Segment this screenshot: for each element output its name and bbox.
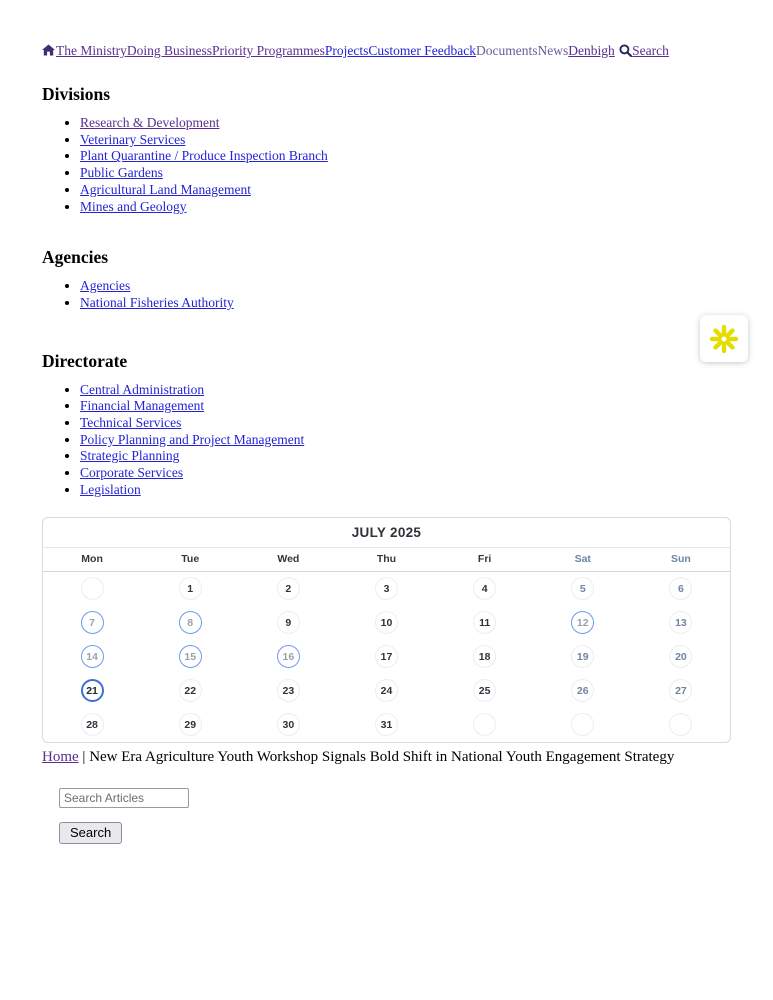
- section-link-list: [42, 115, 731, 215]
- list-link[interactable]: Technical Services: [80, 415, 182, 431]
- section-heading: Directorate: [42, 350, 128, 371]
- calendar-cell: [337, 606, 435, 640]
- calendar-day[interactable]: 25: [473, 679, 496, 702]
- calendar-day[interactable]: 13: [669, 611, 692, 634]
- list-item: [80, 148, 731, 165]
- section-heading: Divisions: [42, 84, 111, 104]
- calendar-day[interactable]: 1: [179, 577, 202, 600]
- section-link-list: [42, 278, 731, 311]
- calendar-cell: [436, 708, 534, 742]
- calendar-cell: [436, 606, 534, 640]
- calendar-cell: [534, 674, 632, 708]
- list-item: [80, 432, 731, 449]
- search-articles-button[interactable]: Search: [59, 822, 122, 844]
- calendar-cell: [141, 708, 239, 742]
- calendar-cell: [632, 606, 730, 640]
- list-item: [80, 382, 731, 399]
- calendar-weekday-label: Fri: [477, 552, 492, 565]
- calendar-day[interactable]: 22: [179, 679, 202, 702]
- calendar-day[interactable]: 8: [179, 611, 202, 634]
- list-link[interactable]: Public Gardens: [80, 165, 163, 181]
- calendar-day[interactable]: 26: [571, 679, 594, 702]
- list-link[interactable]: Research & Development: [80, 115, 220, 130]
- search-articles-input[interactable]: [59, 788, 189, 808]
- nav-link[interactable]: Documents: [476, 43, 538, 58]
- nav-link[interactable]: Projects: [324, 43, 369, 58]
- list-link[interactable]: Corporate Services: [80, 465, 184, 481]
- calendar-cell: [43, 674, 141, 708]
- calendar-cell: [239, 674, 337, 708]
- accessibility-widget-button[interactable]: [700, 315, 748, 362]
- calendar-cell: [436, 674, 534, 708]
- calendar-cell: [534, 708, 632, 742]
- article-search-form: [59, 788, 731, 844]
- section-link-list: [42, 382, 731, 499]
- calendar-weekday-label: Wed: [277, 552, 300, 565]
- calendar-cell: [534, 640, 632, 674]
- calendar-weekday-label: Tue: [181, 552, 200, 565]
- breadcrumb-separator: |: [78, 748, 90, 765]
- calendar-cell: [337, 640, 435, 674]
- top-nav: [42, 43, 731, 59]
- calendar-cell: [141, 674, 239, 708]
- calendar-day[interactable]: 27: [669, 679, 692, 702]
- list-item: [80, 482, 731, 499]
- list-item: [80, 415, 731, 432]
- calendar-day[interactable]: 20: [669, 645, 692, 668]
- calendar-day[interactable]: 5: [571, 577, 594, 600]
- calendar-day-empty: [571, 713, 594, 736]
- calendar-day-empty: [81, 577, 104, 600]
- calendar-day[interactable]: 4: [473, 577, 496, 600]
- search-icon: [619, 44, 632, 57]
- list-link[interactable]: Central Administration: [80, 381, 205, 397]
- list-item: [80, 165, 731, 182]
- calendar-day[interactable]: 18: [473, 645, 496, 668]
- link-sections: [42, 85, 731, 499]
- calendar-day[interactable]: 14: [81, 645, 104, 668]
- calendar-cell: [43, 606, 141, 640]
- asterisk-icon: [709, 324, 739, 354]
- calendar-cell: [337, 572, 435, 606]
- calendar-weekday-label: Sat: [574, 552, 591, 565]
- list-link[interactable]: Veterinary Services: [80, 131, 186, 147]
- calendar-cell: [239, 606, 337, 640]
- calendar-cell: [436, 640, 534, 674]
- list-item: [80, 448, 731, 465]
- nav-link[interactable]: Denbigh: [568, 43, 615, 58]
- calendar-cell: [632, 708, 730, 742]
- calendar-day[interactable]: 31: [375, 713, 398, 736]
- breadcrumb-page-title: New Era Agriculture Youth Workshop Signals Bold Shift in National Youth Engagement Strategy: [89, 748, 675, 765]
- calendar-day[interactable]: 15: [179, 645, 202, 668]
- home-icon: [42, 44, 55, 56]
- list-item: [80, 182, 731, 199]
- nav-link[interactable]: News: [537, 43, 569, 58]
- list-link[interactable]: Financial Management: [80, 398, 205, 414]
- calendar-day[interactable]: 9: [277, 611, 300, 634]
- calendar-grid: [43, 572, 730, 742]
- calendar-day-empty: [473, 713, 496, 736]
- calendar-day[interactable]: 2: [277, 577, 300, 600]
- breadcrumb: [42, 748, 731, 766]
- calendar-day[interactable]: 7: [81, 611, 104, 634]
- calendar-cell: [534, 572, 632, 606]
- calendar-day[interactable]: 30: [277, 713, 300, 736]
- list-link[interactable]: Plant Quarantine / Produce Inspection Branch: [80, 148, 328, 164]
- calendar-weekday-header: [43, 548, 730, 572]
- calendar-day[interactable]: 17: [375, 645, 398, 668]
- calendar-cell: [337, 674, 435, 708]
- calendar-cell: [632, 640, 730, 674]
- calendar-day[interactable]: 23: [277, 679, 300, 702]
- section-heading: Agencies: [42, 247, 109, 268]
- list-item: [80, 278, 731, 295]
- calendar-weekday-label: Mon: [81, 552, 103, 565]
- calendar-day[interactable]: 16: [277, 645, 300, 668]
- list-item: [80, 465, 731, 482]
- calendar-widget: [42, 517, 731, 743]
- calendar-day[interactable]: 3: [375, 577, 398, 600]
- calendar-cell: [43, 572, 141, 606]
- list-item: [80, 132, 731, 149]
- list-item: [80, 398, 731, 415]
- calendar-cell: [632, 572, 730, 606]
- calendar-cell: [141, 572, 239, 606]
- nav-link[interactable]: The Ministry: [56, 43, 127, 58]
- calendar-day[interactable]: 10: [375, 611, 398, 634]
- list-link[interactable]: Policy Planning and Project Management: [80, 431, 305, 447]
- calendar-cell: [43, 708, 141, 742]
- list-link[interactable]: Agencies: [80, 278, 131, 294]
- nav-search-link[interactable]: [615, 43, 669, 58]
- list-item: [80, 295, 731, 312]
- calendar-cell: [534, 606, 632, 640]
- calendar-cell: [436, 572, 534, 606]
- calendar-cell: [239, 572, 337, 606]
- list-link[interactable]: Legislation: [80, 481, 141, 497]
- list-link[interactable]: Mines and Geology: [80, 198, 187, 214]
- list-item: [80, 115, 731, 132]
- calendar-cell: [337, 708, 435, 742]
- calendar-cell: [141, 606, 239, 640]
- calendar-day[interactable]: 21: [81, 679, 104, 702]
- calendar-cell: [239, 708, 337, 742]
- calendar-cell: [141, 640, 239, 674]
- calendar-weekday-label: Sun: [671, 552, 691, 565]
- calendar-day-empty: [669, 713, 692, 736]
- calendar-cell: [632, 674, 730, 708]
- list-link[interactable]: Agricultural Land Management: [80, 181, 251, 197]
- calendar-day[interactable]: 24: [375, 679, 398, 702]
- nav-search-label[interactable]: Search: [632, 43, 669, 58]
- nav-link[interactable]: Customer Feedback: [368, 43, 476, 58]
- calendar-day[interactable]: 29: [179, 713, 202, 736]
- calendar-day[interactable]: 11: [473, 611, 496, 634]
- calendar-day[interactable]: 19: [571, 645, 594, 668]
- nav-link[interactable]: Priority Programmes: [212, 43, 325, 58]
- list-link[interactable]: National Fisheries Authority: [80, 294, 234, 310]
- calendar-cell: [43, 640, 141, 674]
- nav-link[interactable]: Doing Business: [126, 43, 213, 58]
- list-item: [80, 199, 731, 216]
- calendar-day[interactable]: 6: [669, 577, 692, 600]
- calendar-day[interactable]: 28: [81, 713, 104, 736]
- breadcrumb-home-link[interactable]: Home: [42, 748, 79, 765]
- calendar-cell: [239, 640, 337, 674]
- home-link[interactable]: [42, 43, 56, 58]
- list-link[interactable]: Strategic Planning: [80, 448, 180, 464]
- calendar-title: JULY 2025: [43, 518, 730, 548]
- calendar-day[interactable]: 12: [571, 611, 594, 634]
- calendar-weekday-label: Thu: [376, 552, 397, 565]
